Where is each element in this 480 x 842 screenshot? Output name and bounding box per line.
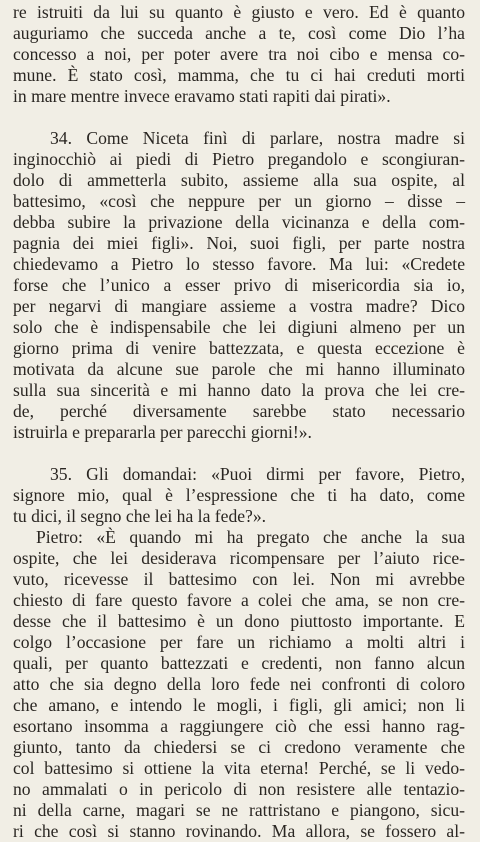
text-line: chiesto di fare questo favore a colei che ama, se non cre- — [13, 590, 465, 610]
text-line: tu dici, il segno che lei ha la fede?». — [13, 506, 267, 526]
text-line: mune. È stato così, mamma, che tu ci hai creduti morti — [13, 65, 465, 85]
text-line: inginocchiò ai piedi di Pietro pregandolo e scongiuran- — [13, 149, 465, 169]
text-line: ni della carne, magari se ne rattristano e piangono, sicu- — [13, 800, 465, 820]
text-line: Pietro: «È quando mi ha pregato che anche la sua — [36, 527, 465, 547]
text-line: vuto, ricevesse il battesimo con lei. Non mi avrebbe — [13, 569, 465, 589]
text-line: motivata da alcune sue parole che mi hanno illuminato — [13, 359, 465, 379]
text-line: ri che così si stanno rovinando. Ma allora, se fossero al- — [13, 821, 465, 841]
paragraph-gap — [13, 107, 465, 128]
text-line: forse che l’unico a esser privo di misericordia sia io, — [13, 275, 465, 295]
text-line: giorno prima di venire battezzata, e questa eccezione è — [13, 338, 465, 358]
text-line: debba subire la privazione della vicinanza e della com- — [13, 212, 465, 232]
text-line: solo che è indispensabile che lei digiuni almeno per un — [13, 317, 465, 337]
text-line: esortano insomma a raggiungere ciò che essi hanno rag- — [13, 716, 465, 736]
paragraph-gap — [13, 443, 465, 464]
text-line: sulla sua sincerità e mi hanno dato la prova che lei cre- — [13, 380, 465, 400]
text-line: 35. Gli domandai: «Puoi dirmi per favore, Pietro, — [50, 464, 465, 484]
text-line: dolo di ammetterla subito, assieme alla sua ospite, al — [13, 170, 465, 190]
text-line: 34. Come Niceta finì di parlare, nostra madre si — [50, 128, 465, 148]
text-line: desse che il battesimo è un dono piuttosto importante. E — [13, 611, 465, 631]
text-line: de, perché diversamente sarebbe stato necessario — [13, 401, 465, 421]
text-line: pagnia dei miei figli». Noi, suoi figli, per parte nostra — [13, 233, 465, 253]
text-line: re istruiti da lui su quanto è giusto e vero. Ed è quanto — [13, 2, 465, 22]
text-line: col battesimo si ottiene la vita eterna! Perché, se li vedo- — [13, 758, 465, 778]
text-line: giunto, tanto da chiedersi se ci credono veramente che — [13, 737, 465, 757]
text-line: concesso a noi, per poter avere tra noi cibo e mensa co- — [13, 44, 465, 64]
text-line: auguriamo che succeda anche a te, così come Dio l’ha — [13, 23, 465, 43]
text-line: istruirla e prepararla per parecchi giorni!». — [13, 422, 312, 442]
paragraph-p-pietro — [13, 527, 465, 842]
text-line: chiedevamo a Pietro lo stesso favore. Ma lui: «Credete — [13, 254, 465, 274]
paragraph-p-continued — [13, 2, 465, 107]
text-line: per negarvi di mangiare assieme a vostra madre? Dico — [13, 296, 465, 316]
text-line: quali, per quanto battezzati e credenti, non fanno alcun — [13, 653, 465, 673]
text-line: no ammalati o in pericolo di non resistere alle tentazio- — [13, 779, 465, 799]
text-line: ospite, che lei desiderava ricompensare per l’aiuto rice- — [13, 548, 465, 568]
text-line: signore mio, qual è l’espressione che ti ha dato, come — [13, 485, 465, 505]
paragraph-p-35 — [13, 464, 465, 527]
text-line: atto che sia degno della loro fede nei confronti di coloro — [13, 674, 465, 694]
text-line: che amano, e intendo le mogli, i figli, gli amici; non li — [13, 695, 465, 715]
text-line: in mare mentre invece eravamo stati rapiti dai pirati». — [13, 86, 391, 106]
text-line: colgo l’occasione per fare un richiamo a molti altri i — [13, 632, 465, 652]
text-line: battesimo, «così che neppure per un giorno – disse – — [13, 191, 465, 211]
paragraph-p-34 — [13, 128, 465, 443]
